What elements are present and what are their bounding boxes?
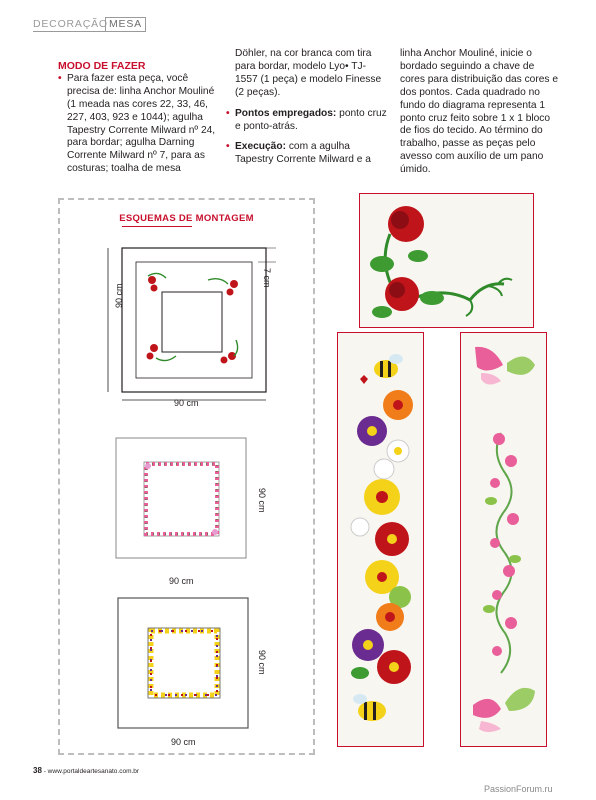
flower-embroidery-image [338,333,423,746]
dim-border-1: 7 cm [262,268,272,288]
section-heading: MODO DE FAZER [58,60,146,72]
site-url: - www.portaldeartesanato.com.br [41,768,140,775]
dim-width-2: 90 cm [169,576,194,586]
rose-embroidery-image [360,194,533,327]
stitches-paragraph: • Pontos empregados: ponto cruz e ponto-atrás. [226,107,387,132]
diagram-title: ESQUEMAS DE MONTAGEM [119,213,254,224]
title-underline [122,226,192,227]
execution-paragraph: • Execução: com a agulha Tapestry Corrente Milward e a [226,141,371,166]
header-rule [33,31,142,32]
photo-rose-corner [359,193,534,328]
diagram-pink-border [110,434,270,569]
bullet-icon: • [58,72,62,84]
page-number: 38 [33,766,42,775]
bullet-icon: • [226,107,230,119]
instructions-column-3 [400,48,560,177]
subsection-label: MESA [105,17,146,32]
photo-butterfly-runner [460,332,547,747]
execution-continued: linha Anchor Mouliné, inicie o bordado seguindo a chave de cores para distribuição das cores e dos pontos. Cada quadrado no fundo do diagrama representa 1 ponto cruz feito sobre 1 x 1 bloco de fios do tecido. Ao término do trabalho, passe as peças pelo avesso com auxílio de um pano úmido. [400,48,558,176]
materials-paragraph: • Para fazer esta peça, você precisa de: linha Anchor Mouliné (1 meada nas cores 22, 33, 46, 227, 403, 923 e 1044); agulha Tapestry Corrente Milward nº 24, para bordar; agulha Darning Corrente Milward nº 7, para as costuras; toalha de mesa [58,72,216,175]
dim-height-2: 90 cm [257,488,267,513]
dim-height-1: 90 cm [114,283,124,308]
photo-flower-runner [337,332,424,747]
materials-continued: Döhler, na cor branca com tira para bordar, modelo Lyo• TJ-1557 (1 peça) e modelo Finesse (2 peças). [235,48,382,98]
diagram-flower-border [112,594,262,734]
watermark: PassionForum.ru [484,784,553,794]
bullet-icon: • [226,141,230,153]
section-label: DECORAÇÃO [33,18,108,30]
diagram-square-tablecloth [100,240,290,410]
dim-width-1: 90 cm [174,398,199,408]
page-footer [33,766,139,775]
dim-height-3: 90 cm [257,650,267,675]
instructions-column-1 [58,60,223,176]
dim-width-3: 90 cm [171,737,196,747]
instructions-column-2 [226,48,388,167]
butterfly-embroidery-image [461,333,546,746]
